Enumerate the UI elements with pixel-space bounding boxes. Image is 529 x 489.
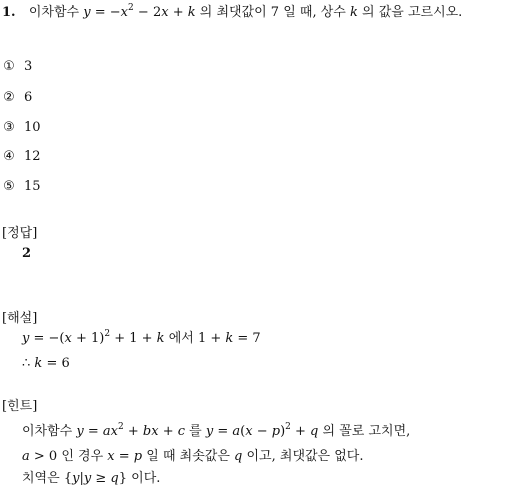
option-marker: ④ xyxy=(3,149,15,164)
explanation-line-1 xyxy=(22,328,261,347)
answer-value: 2 xyxy=(22,246,32,261)
option-value: 15 xyxy=(24,179,41,194)
option-marker: ② xyxy=(3,90,15,105)
question-text-before: 이차함수 xyxy=(28,5,80,20)
hint-text-5: 일 때 최솟값은 xyxy=(146,449,230,464)
option-marker: ⑤ xyxy=(3,179,15,194)
explanation-formula-3: k = 6 xyxy=(34,356,70,371)
option-3[interactable] xyxy=(2,120,41,136)
hint-formula-5: q xyxy=(234,449,243,464)
answer-label: [정답] xyxy=(2,226,38,241)
hint-text-1: 이차함수 xyxy=(22,424,73,439)
hint-text-6: 이고, 최댓값은 없다. xyxy=(246,449,364,464)
hint-line-2 xyxy=(22,449,364,465)
question-text-after: 의 최댓값이 7 일 때, 상수 xyxy=(199,5,346,20)
question-number: 1. xyxy=(2,5,16,20)
option-1[interactable] xyxy=(2,59,32,75)
question-line xyxy=(2,2,463,21)
hint-text-4: 인 경우 xyxy=(61,449,104,464)
therefore-symbol: ∴ xyxy=(22,356,31,371)
hint-line-3 xyxy=(22,471,160,487)
question-formula: $y = -x^2 - 2x + k$ xyxy=(83,2,196,20)
option-2[interactable] xyxy=(2,90,32,106)
option-value: 10 xyxy=(24,120,41,135)
hint-formula-6: {y|y ≥ q} xyxy=(63,471,127,486)
hint-text-7: 치역은 xyxy=(22,471,60,486)
option-5[interactable] xyxy=(2,179,41,195)
explanation-formula-2: 1 + k = 7 xyxy=(197,331,261,346)
hint-formula-3: a > 0 xyxy=(22,449,58,464)
option-value: 3 xyxy=(24,59,33,74)
hint-text-8: 이다. xyxy=(131,471,161,486)
explanation-label: [해설] xyxy=(2,311,38,326)
hint-formula-2: $y = a(x - p)^2 + q$ xyxy=(205,421,319,439)
option-4[interactable] xyxy=(2,149,41,165)
option-marker: ① xyxy=(3,59,15,74)
option-value: 12 xyxy=(24,149,41,164)
question-var-k: k xyxy=(349,5,358,20)
hint-text-2: 를 xyxy=(189,424,202,439)
hint-formula-1: $y = ax^2$ + bx + c xyxy=(76,421,186,439)
explanation-formula-1: $y = -(x + 1)^2 + 1 + k$ xyxy=(22,328,165,346)
hint-label: [힌트] xyxy=(2,399,38,414)
hint-text-3: 의 꼴로 고치면, xyxy=(322,424,411,439)
option-marker: ③ xyxy=(3,120,15,135)
explanation-text-1: 에서 xyxy=(168,331,194,346)
option-value: 6 xyxy=(24,90,33,105)
explanation-line-2 xyxy=(22,356,70,372)
hint-formula-4: x = p xyxy=(107,449,143,464)
hint-line-1 xyxy=(22,421,411,440)
question-text-end: 의 값을 고르시오. xyxy=(362,5,463,20)
